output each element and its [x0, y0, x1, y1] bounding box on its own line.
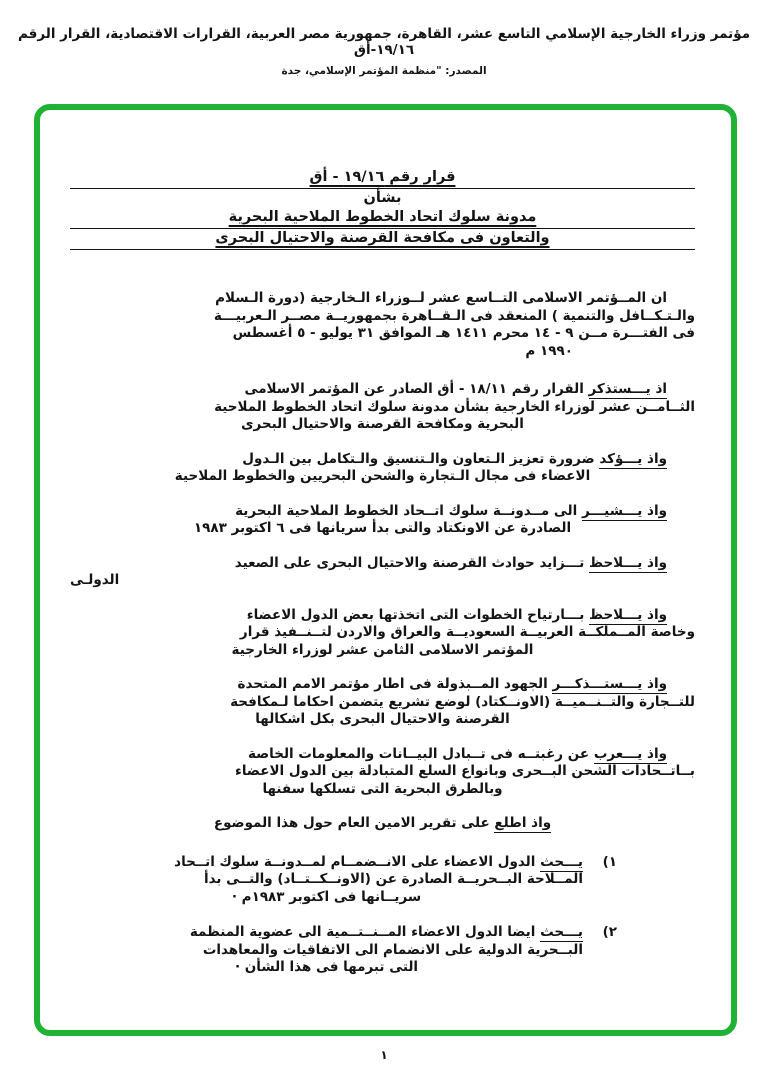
paragraph-incipit: واذ يـــؤكد: [599, 450, 667, 467]
item-number: ٢): [602, 924, 617, 940]
paragraph-text: الدول الاعضاء على الانــضمــام لمــدونــة سلوك اتــحاد: [174, 853, 541, 870]
paragraph-line: وبالطرق البحرية التى تسلكها سفنها: [262, 780, 503, 797]
paragraph-incipit: واذ اطلع: [494, 815, 552, 831]
paragraph-text: القرار رقم ١٨/١١ - أق الصادر عن المؤتمر الاسلامى: [244, 381, 589, 397]
paragraph-text: ان المــؤتمر الاسلامى التــاسع عشر لــوزراء الـخارجية (دورة الـسلام: [215, 290, 667, 306]
paragraph-line: [70, 924, 583, 942]
paragraph-line: الصادرة عن الاونكتاد والتى بدأ سريانها فى ٦ اكتوبر ١٩٨٣: [193, 520, 572, 536]
paragraph-line: الثــامــن عشر لوزراء الخارجية بشأن مدونة سلوك اتحاد الخطوط الملاحية: [214, 398, 695, 415]
paragraph-line: التى تبرمها فى هذا الشأن ·: [234, 959, 419, 975]
operative-items: [70, 854, 617, 977]
paragraph-line: سريــانها فى اكتوبر ١٩٨٣م ·: [231, 888, 422, 905]
paragraph-line: [70, 290, 695, 308]
resolution-title: [70, 168, 695, 250]
header-source: المصدر: "منظمة المؤتمر الإسلامي، جدة: [281, 65, 487, 77]
document-header: [0, 26, 768, 77]
paragraph-incipit: واذ يـــلاحظ: [589, 554, 667, 571]
paragraph-line: [70, 503, 695, 521]
paragraph-text: عن رغبتــه فى تــبادل البيــانات والمعلومات الخاصة: [247, 745, 594, 762]
paragraph-line: [70, 555, 695, 573]
title-line-subject-2: والتعاون فى مكافحة القرصنة والاحتيال البحرى: [70, 229, 695, 250]
paragraph-text: تـــزايد حوادث القرصنة والاحتيال البحرى على الصعيد: [234, 554, 589, 571]
paragraph-line: للتــجارة والتــنــميــة (الاونــكتاد) لوضع تشريع يتضمن احكاما لـمكافحة: [230, 693, 695, 710]
paragraph-text: ايضا الدول الاعضاء المــنــتــمية الى عضوية المنظمة: [189, 924, 541, 940]
paragraph-having-reviewed: [70, 815, 695, 833]
paragraph-recalling-unctad-efforts: [70, 676, 695, 729]
paragraph-line: [70, 815, 695, 833]
item-body: [70, 854, 583, 907]
item-incipit: يـــحث: [540, 924, 583, 940]
paragraph-text: ضرورة تعزيز الـتعاون والـتنسيق والـتكامل بين الـدول: [242, 450, 600, 467]
header-title: مؤتمر وزراء الخارجية الإسلامي التاسع عشر، القاهرة، جمهورية مصر العربية، القرارات الاقتصادية، القرار الرقم ١٩/١٦-أق: [17, 26, 751, 58]
page-number: ١: [380, 1048, 388, 1062]
paragraph-line: [70, 676, 695, 694]
paragraph-line: المــلاحة البــحريــة الصادرة عن (الاونــكــتــاد) والتــى بدأ: [203, 871, 583, 887]
paragraph-affirming-cooperation: [70, 451, 695, 486]
operative-item-1: [70, 854, 617, 907]
paragraph-incipit: واذ يـــعرب: [593, 745, 667, 762]
paragraph-line: والـتـكــافل والتنمية ) المنعقد فى الـقــاهرة بجمهوريــة مصــر الـعربيـــة: [213, 307, 695, 324]
paragraph-noting-steps: [70, 607, 695, 660]
paragraph-noting-incidents: [70, 555, 695, 590]
paragraph-text: بـــارتياح الخطوات التى اتخذتها بعض الدول الاعضاء: [246, 606, 589, 623]
paragraph-incipit: واذ يـــشيـــر: [581, 502, 667, 519]
paragraph-line: الاعضاء فى مجال الـتجارة والشحن البحريين والخطوط الملاحية: [174, 468, 591, 484]
title-line-subject-1: مدونة سلوك اتحاد الخطوط الملاحية البحرية: [70, 208, 695, 229]
paragraph-line: البحرية ومكافحة القرصنة والاحتيال البحرى: [241, 416, 524, 432]
paragraph-line: [70, 381, 695, 399]
paragraph-incipit: واذ يـــستـــذكـــر: [552, 676, 667, 692]
paragraph-line: المؤتمر الاسلامى الثامن عشر لوزراء الخارجية: [231, 641, 534, 658]
paragraph-line: ١٩٩٠ م: [525, 342, 573, 359]
paragraph-line: القرصنة والاحتيال البحرى بكل اشكالها: [255, 711, 510, 727]
paragraph-line: [70, 451, 695, 469]
paragraph-text: الى مــدونــة سلوك اتــحاد الخطوط الملاحية البحرية: [235, 502, 582, 519]
item-number: ١): [602, 853, 617, 870]
paragraph-line: [70, 746, 695, 764]
paragraph-referring-code: [70, 503, 695, 538]
paragraph-preamble: [70, 290, 695, 360]
title-line-concerning: بشأن: [363, 190, 402, 206]
title-line-number: قرار رقم ١٩/١٦ - أق: [70, 168, 695, 189]
paragraph-incipit: اذ يـــستذكر: [588, 381, 667, 397]
paragraph-line: بــاتــحادات الشحن البــحرى وبانواع السلع المتبادلة بين الدول الاعضاء: [234, 763, 695, 779]
paragraph-line: الدولـى: [70, 572, 120, 588]
paragraph-expressing-desire: [70, 746, 695, 799]
document-frame: [34, 104, 737, 1036]
paragraph-line: فى الفتـــرة مــن ٩ - ١٤ محرم ١٤١١ هـ الموافق ٣١ يوليو - ٥ أغسطس: [232, 325, 695, 341]
operative-item-2: [70, 924, 617, 977]
paragraph-line: وخاصة المــملكــة العربيــة السعوديــة والعراق والاردن لتــنــفيذ قرار: [239, 624, 695, 640]
paragraph-recalling-resolution: [70, 381, 695, 434]
item-incipit: يـــحث: [540, 853, 583, 870]
paragraph-line: [70, 607, 695, 625]
document-content: [40, 110, 731, 977]
paragraph-line: [70, 854, 583, 872]
paragraph-incipit: واذ يـــلاحظ: [589, 606, 667, 623]
paragraph-text: الجهود المــبذولة فى اطار مؤتمر الامم المتحدة: [237, 676, 553, 692]
item-body: [70, 924, 583, 977]
paragraph-line: البــحرية الدولية على الانضمام الى الاتفاقيات والمعاهدات: [202, 941, 583, 958]
paragraph-text: على تقرير الامين العام حول هذا الموضوع: [213, 815, 495, 831]
